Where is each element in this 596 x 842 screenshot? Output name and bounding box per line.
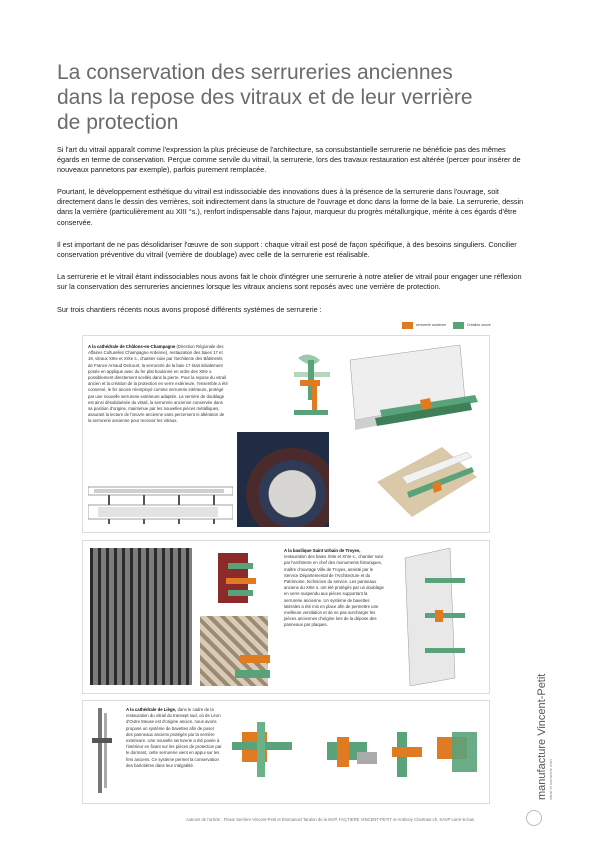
chalons-3d-render xyxy=(340,340,480,440)
title-line-2: dans la repose des vitraux et de leur verrière xyxy=(57,86,473,109)
intro-paragraph: Si l'art du vitrail apparaît comme l'expression la plus précieuse de l'architecture, sa consubstantielle serrurerie ne bénéficie pas des mêmes égards en terme de conservation. Perçue comme servile du vitrail, la serrurerie, lors des travaux restauration est altérée (percer pour insérer de nouveaux pannetons par exemple), parfois purement remplacée. xyxy=(57,145,521,175)
chalons-text: (Direction Régionale des Affaires Culturelles Champagne Ardenne), restauration des baies 17 et 19, vitraux XIIIe et XIXe s., chantier suivi par l'architecte des Bâtiments de France Arnaud Delcourt, la serrurerie de la baie 17 était initialement posée en applique avec du fer plat boulonné en ordre des XIIIe s. possiblement directement scellés dans la pierre. Pour la repose du vitrail ancien et la création de la protection en verre extérieure, l'ensemble a été conservé, le fer ancien réemployé comme serrurerie intérieure, protégé par une nouvelle serrurerie extérieure adaptée. La verrière de doublage est ainsi désolidarisée du vitrail, la serrurerie ancienne conservée dans sa position d'origine, maintenue par les nouvelles pièces métalliques, assurant la lecture de l'œuvre ancienne sans percement ni altération de la serrurerie ancienne pour recevoir les vitraux. xyxy=(88,344,228,424)
troyes-window-photo xyxy=(90,548,192,685)
liege-description xyxy=(126,707,222,769)
legend-label-old: serrurerie ancienne xyxy=(416,323,447,327)
systems-intro-paragraph: Sur trois chantiers récents nous avons proposé différents systèmes de serrurerie : xyxy=(57,305,322,314)
title-line-1: La conservation des serrureries anciennes xyxy=(57,61,453,84)
title-line-3: de protection xyxy=(57,111,179,134)
troyes-3d-render xyxy=(198,548,268,610)
legend-swatch-old xyxy=(402,322,413,329)
workshop-paragraph: La serrurerie et le vitrail étant indissociables nous avons fait le choix d'intégrer une serrurerie à notre atelier de vitrail pour engager une réflexion sur la conservation des serrureries anciennes lorsque les vitraux anciens sont reposés avec une verrière de protection. xyxy=(57,272,522,292)
brand-logo xyxy=(536,640,576,800)
liege-text: dans le cadre de la restauration du vitrail du transept sud, où de Léon d'Outre Meuse est d'origine ancien, nous avons proposé un système de bavettes afin de poser des panneaux anciens protégés par la verrière extérieure. Une nouvelle serrurerie a été posée à l'intérieur en fixant sur les pièces de protection par le dormant, cette serrurerie vient en appui sur les fers anciens. Ce système permet la conservation des barlotières dans leur intégralité. xyxy=(126,707,222,768)
chalons-3d-detail xyxy=(372,442,480,527)
chalons-section-drawing xyxy=(290,350,335,425)
chalons-place: A la cathédrale de Châlons-en-Champagne xyxy=(88,344,176,349)
brand-name: manufacture Vincent-Petit xyxy=(536,673,548,800)
liege-3d-renders xyxy=(232,712,482,792)
page-title xyxy=(57,60,517,135)
chalons-description xyxy=(88,344,228,425)
footer-credits: Auteurs de l'article : Flavie Serrière-Vincent-Petit et Emmanuel Taralon de la MVP, FAÇTIERE VINCENT-PETIT et Anthony Chartrain-ch, SAVP-carré-le-bas xyxy=(185,817,475,822)
legend-label-new: Création neuve xyxy=(467,323,491,327)
aesthetic-paragraph: Pourtant, le développement esthétique du vitrail est indissociable des innovations dues à la présence de la serrurerie dans l'ouvrage, soit directement dans le dessin des verrières, soit indirectement dans la structure de l'ouvrage et donc dans la forme de la baie. La serrurerie, dessin dans la verrière (particulièrement au XIII °s.), renfort indispensable dans l'ajour, marqueur du progrès métallurgique, mérite à ces égards d'être conservée. xyxy=(57,187,524,227)
troyes-window-render xyxy=(395,548,477,686)
liege-section-drawing xyxy=(88,708,116,793)
legend-swatch-new xyxy=(453,322,464,329)
brand-subtitle: vitrail et serrurerie d'art xyxy=(548,759,553,800)
liege-place: A la cathédrale de Liège, xyxy=(126,707,177,712)
troyes-text: restauration des baies XIIIe et XIVe s., chantier suivi par l'architecte en chef des monuments historiques, maître d'ouvrage Ville de Troyes, assisté par le Service Départemental de l'Architecture et du Patrimoine, technicien du service. Les panneaux anciens du XIIIe s. ont été protégés par un doublage en verre suspendu aux pièces supportant la serrurerie ancienne. Un système de bavettes latérales a été mis en place afin de permettre une meilleure ventilation et de ne pas surcharger les pièces anciennes d'origine lors de la dépose des panneaux par plaques. xyxy=(284,554,384,628)
seal-icon xyxy=(526,810,542,826)
chalons-elevation-drawing xyxy=(88,485,233,525)
troyes-place: A la basilique Saint Urbain de Troyes, xyxy=(284,548,361,553)
conservation-paragraph: Il est important de ne pas désolidariser l'œuvre de son support : chaque vitrail est posé de façon spécifique, à des besoins singuliers. Concilier conservation préventive du vitrail (verrière de doublage) avec celle de la serrurerie est réalisable. xyxy=(57,240,517,260)
chalons-stained-glass-photo xyxy=(237,432,329,527)
troyes-bracket-drawing xyxy=(210,650,275,690)
troyes-description xyxy=(284,548,384,629)
